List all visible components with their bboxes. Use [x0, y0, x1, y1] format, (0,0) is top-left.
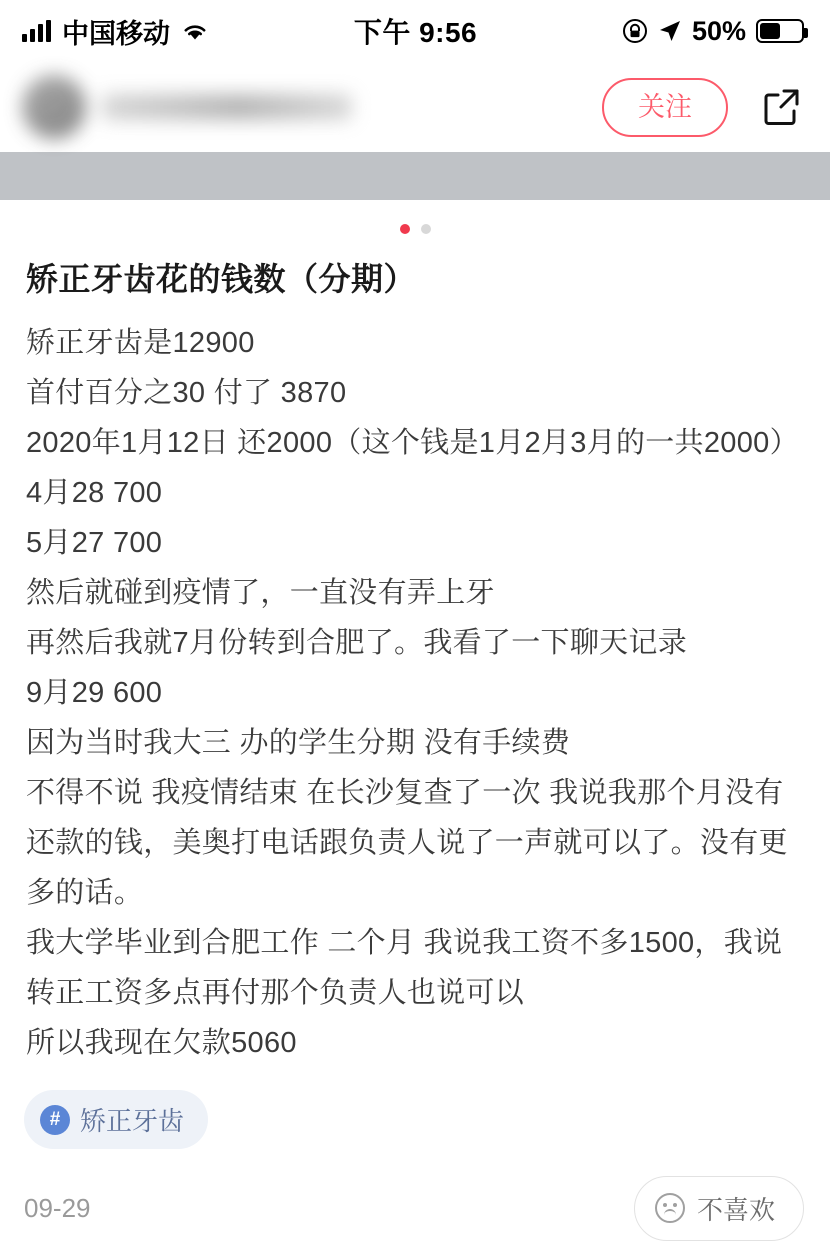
carousel-dot-2[interactable] — [421, 224, 431, 234]
status-bar — [0, 0, 830, 62]
clock-label: 下午 9:56 — [353, 17, 478, 48]
topic-tag-label: 矫正牙齿 — [80, 1106, 185, 1136]
avatar — [22, 75, 86, 139]
post-line: 5月27 700 — [26, 527, 163, 559]
status-bar-left — [22, 12, 209, 51]
carousel-dot-1[interactable] — [400, 224, 410, 234]
hash-icon: # — [40, 1105, 70, 1135]
post-date: 09-29 — [24, 1192, 91, 1223]
carrier-label: 中国移动 — [62, 18, 170, 49]
post-line: 9月29 600 — [26, 677, 163, 709]
follow-button[interactable]: 关注 — [602, 78, 728, 137]
signal-icon — [22, 20, 51, 42]
post-line: 4月28 700 — [26, 477, 163, 509]
post-line: 因为当时我大三 办的学生分期 没有手续费 — [26, 727, 571, 759]
author-info-blurred — [22, 75, 352, 139]
battery-icon — [756, 19, 804, 43]
post-line: 我大学毕业到合肥工作 二个月 我说我工资不多1500，我说转正工资多点再付那个负责人也说可以 — [26, 927, 783, 1009]
post-line: 所以我现在欠款5060 — [26, 1027, 297, 1059]
post-body — [24, 318, 806, 1068]
battery-percent-label: 50% — [691, 15, 746, 46]
share-icon[interactable] — [758, 84, 804, 130]
author-name — [102, 94, 352, 120]
carousel-indicator — [24, 200, 806, 248]
post-line: 不得不说 我疫情结束 在长沙复查了一次 我说我那个月没有还款的钱，美奥打电话跟负责人说了一声就可以了。没有更多的话。 — [26, 777, 788, 909]
rotation-lock-icon — [622, 18, 648, 44]
wifi-icon — [181, 21, 209, 42]
post-line: 再然后我就7月份转到合肥了。我看了一下聊天记录 — [26, 627, 688, 659]
topic-tag[interactable] — [24, 1090, 208, 1149]
dislike-button[interactable] — [634, 1176, 804, 1241]
status-bar-right — [622, 16, 804, 47]
location-arrow-icon — [658, 19, 682, 43]
post-header — [0, 62, 830, 152]
post-content — [0, 200, 830, 1162]
post-line: 然后就碰到疫情了，一直没有弄上牙 — [26, 577, 495, 609]
post-line: 首付百分之30 付了 3870 — [26, 377, 347, 409]
media-band — [0, 152, 830, 200]
post-line: 矫正牙齿是12900 — [26, 327, 255, 359]
page-title: 矫正牙齿花的钱数（分期） — [26, 261, 417, 297]
dislike-label: 不喜欢 — [696, 1194, 775, 1225]
post-footer — [0, 1162, 830, 1254]
frown-face-icon — [655, 1193, 685, 1223]
post-line: 2020年1月12日 还2000（这个钱是1月2月3月的一共2000） — [26, 427, 799, 459]
